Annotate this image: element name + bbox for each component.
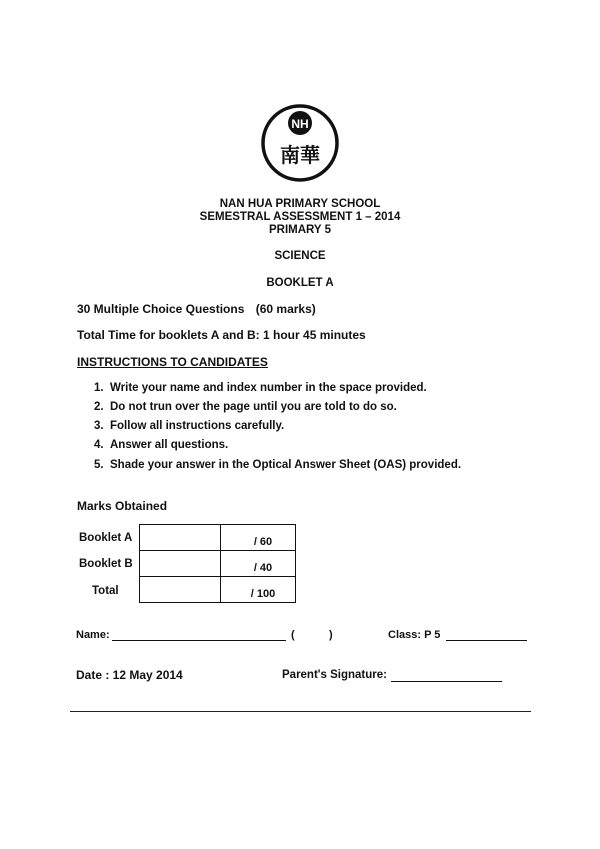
paren-close: ): [329, 629, 333, 641]
row-label-total: Total: [92, 585, 119, 597]
marks-total: (60 marks): [255, 302, 316, 316]
paren-open: (: [291, 629, 295, 641]
score-cell[interactable]: [140, 525, 221, 551]
max-cell: / 100: [221, 577, 296, 603]
question-count: 30 Multiple Choice Questions: [77, 302, 245, 316]
marks-heading: Marks Obtained: [77, 499, 168, 513]
time-info: Total Time for booklets A and B: 1 hour 45 minutes: [77, 328, 366, 342]
table-row: [140, 525, 296, 551]
table-row: [140, 577, 296, 603]
signature-label: Parent's Signature:: [282, 669, 387, 681]
school-logo: [260, 102, 340, 184]
logo-chinese: 南華: [280, 143, 320, 167]
index-number-field[interactable]: [296, 627, 328, 641]
assessment-title: SEMESTRAL ASSESSMENT 1 – 2014: [199, 211, 401, 223]
instruction-item: 2. Do not trun over the page until you are told to do so.: [94, 401, 397, 413]
instructions-heading: INSTRUCTIONS TO CANDIDATES: [77, 355, 268, 369]
name-label: Name:: [76, 629, 110, 641]
row-label-booklet-b: Booklet B: [79, 558, 133, 570]
class-label: Class: P 5: [388, 629, 441, 641]
booklet-title: BOOKLET A: [266, 277, 334, 289]
class-field[interactable]: [446, 640, 527, 641]
name-field[interactable]: [112, 640, 286, 641]
school-name: NAN HUA PRIMARY SCHOOL: [219, 198, 381, 210]
instruction-item: 5. Shade your answer in the Optical Answer Sheet (OAS) provided.: [94, 459, 462, 471]
table-row: [140, 551, 296, 577]
score-cell[interactable]: [140, 577, 221, 603]
max-cell: / 60: [221, 525, 296, 551]
instruction-item: 4. Answer all questions.: [94, 439, 229, 451]
question-info: [77, 302, 316, 316]
logo-letters: NH: [291, 117, 309, 131]
instruction-item: 3. Follow all instructions carefully.: [94, 420, 285, 432]
exam-date: Date : 12 May 2014: [76, 668, 183, 682]
marks-table: [139, 524, 296, 603]
level: PRIMARY 5: [269, 224, 331, 236]
subject: SCIENCE: [274, 250, 326, 262]
score-cell[interactable]: [140, 551, 221, 577]
signature-field[interactable]: [391, 681, 502, 682]
divider: [70, 711, 531, 712]
instruction-item: 1. Write your name and index number in the space provided.: [94, 382, 427, 394]
max-cell: / 40: [221, 551, 296, 577]
row-label-booklet-a: Booklet A: [79, 532, 133, 544]
